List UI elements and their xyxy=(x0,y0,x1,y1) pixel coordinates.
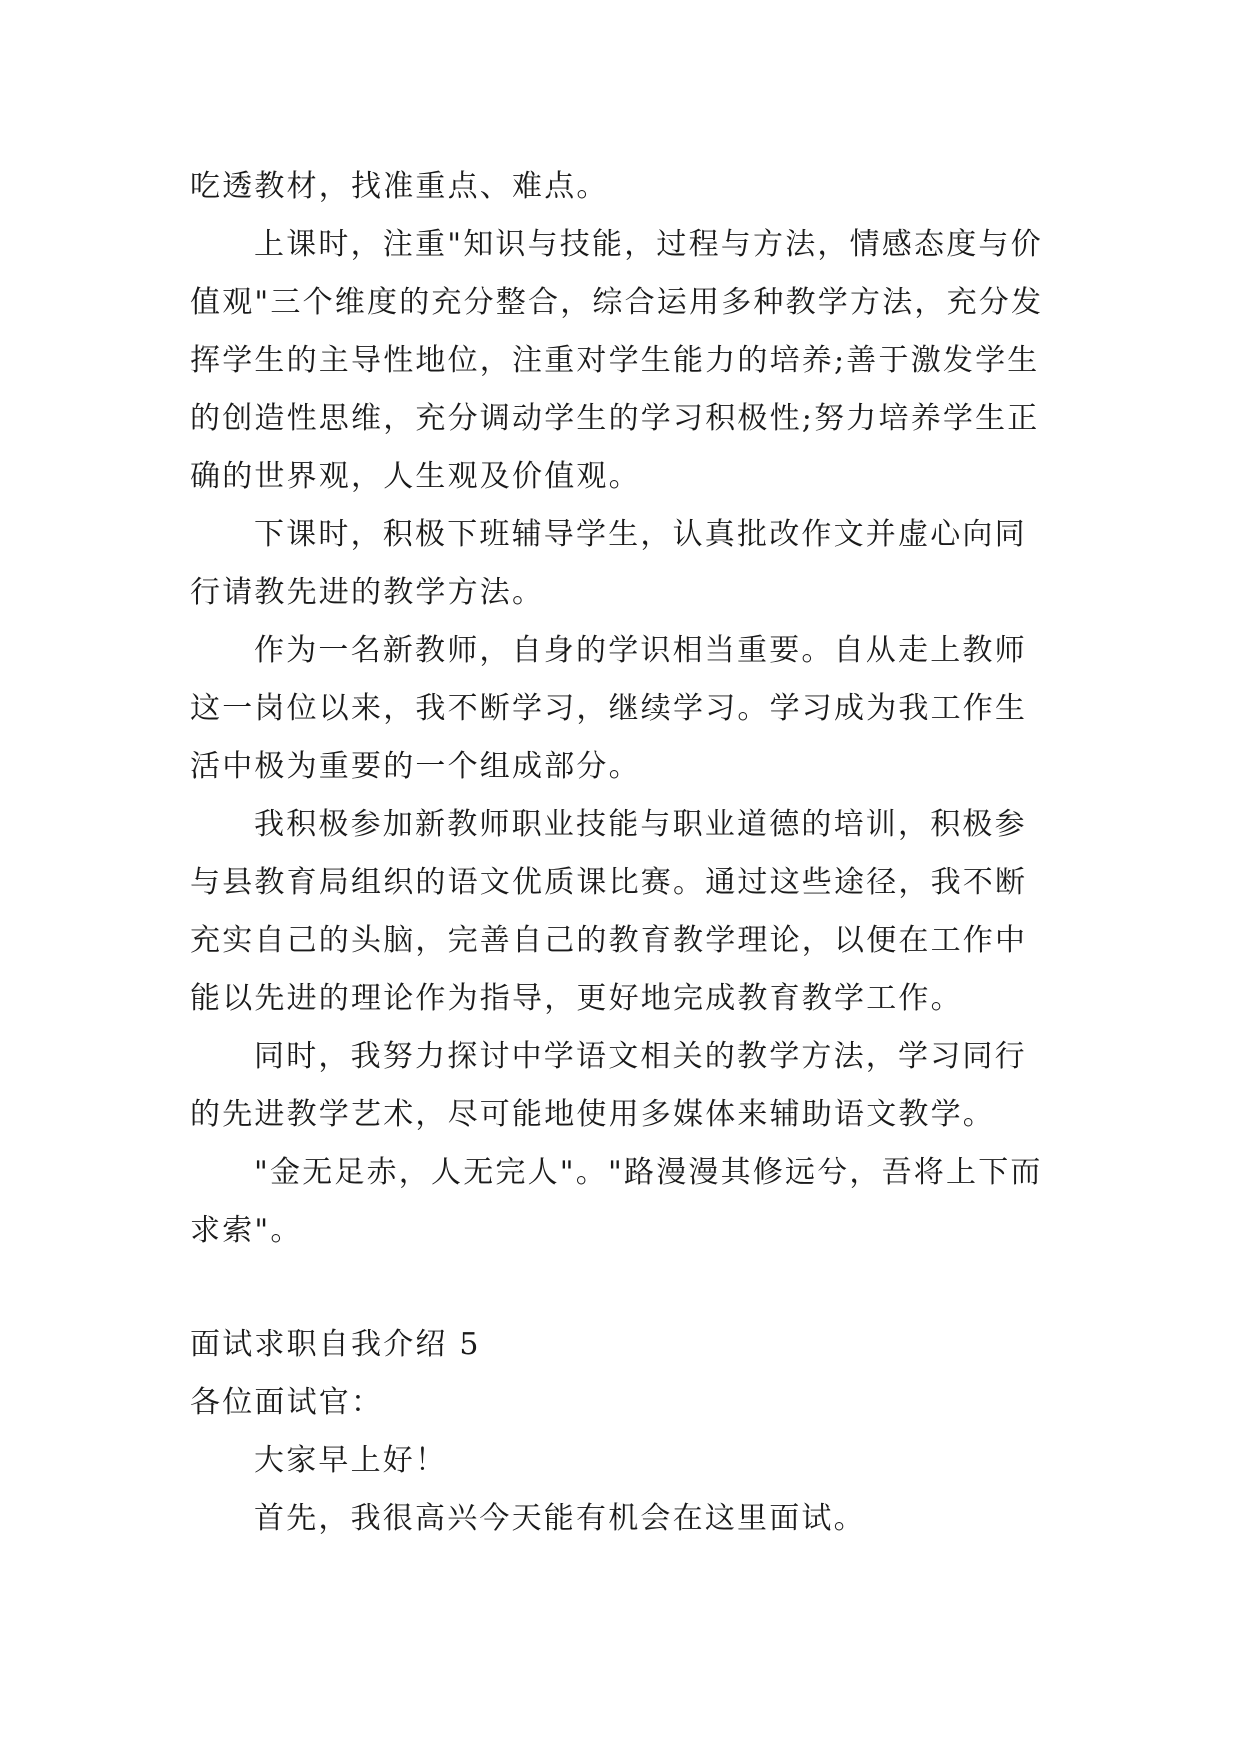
paragraph-1: 吃透教材，找准重点、难点。 xyxy=(190,169,609,204)
opening-line: 首先，我很高兴今天能有机会在这里面试。 xyxy=(254,1501,866,1536)
section-spacer xyxy=(190,1260,1050,1316)
paragraph-3: 下课时，积极下班辅导学生，认真批改作文并虚心向同行请教先进的教学方法。 xyxy=(190,517,1027,610)
paragraph-5: 我积极参加新教师职业技能与职业道德的培训，积极参与县教育局组织的语文优质课比赛。通过这些途径，我不断充实自己的头脑，完善自己的教育教学理论，以便在工作中能以先进的理论作为指导，更好地完成教育教学工作。 xyxy=(190,807,1028,1016)
paragraph-2: 上课时，注重"知识与技能，过程与方法，情感态度与价值观"三个维度的充分整合，综合运用多种教学方法，充分发挥学生的主导性地位，注重对学生能力的培养;善于激发学生的创造性思维，充分调动学生的学习积极性;努力培养学生正确的世界观，人生观及价值观。 xyxy=(190,227,1044,494)
greeting: 大家早上好！ xyxy=(254,1443,448,1478)
paragraph-6: 同时，我努力探讨中学语文相关的教学方法，学习同行的先进教学艺术，尽可能地使用多媒体来辅助语文教学。 xyxy=(190,1039,1027,1132)
document-body xyxy=(190,158,1050,1548)
section-title: 面试求职自我介绍 5 xyxy=(190,1327,481,1362)
paragraph-4: 作为一名新教师，自身的学识相当重要。自从走上教师这一岗位以来，我不断学习，继续学习。学习成为我工作生活中极为重要的一个组成部分。 xyxy=(190,633,1028,784)
salutation: 各位面试官： xyxy=(190,1385,384,1420)
paragraph-7: "金无足赤，人无完人"。"路漫漫其修远兮，吾将上下而求索"。 xyxy=(190,1155,1043,1248)
